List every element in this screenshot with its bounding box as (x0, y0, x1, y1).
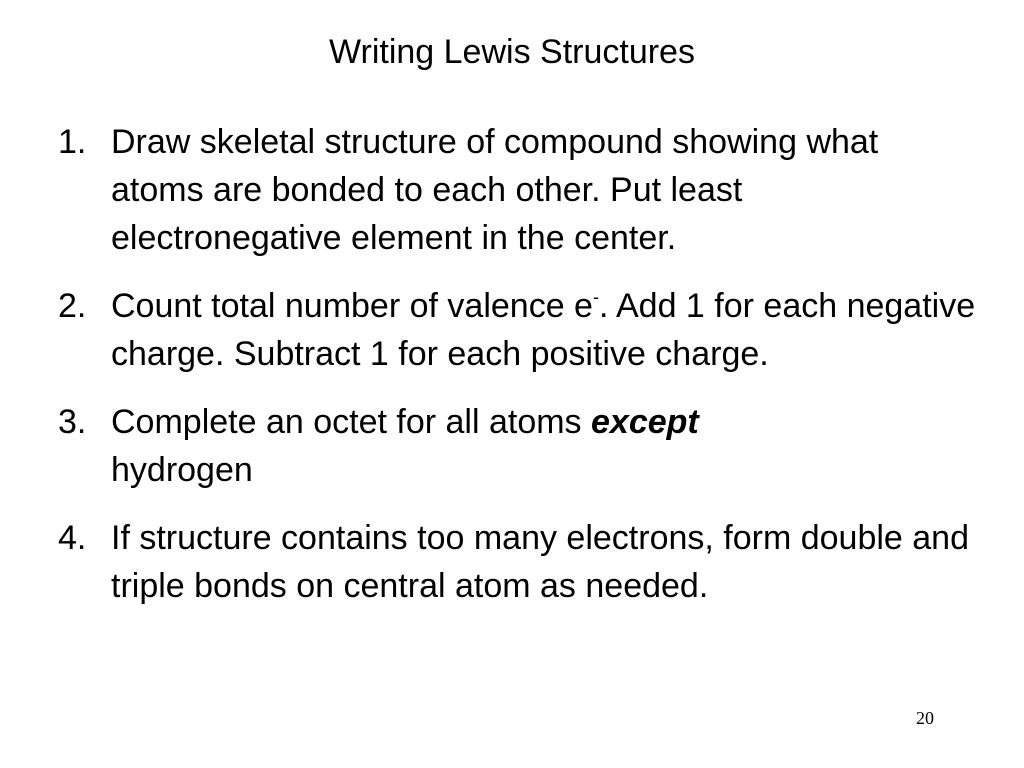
step-text (111, 282, 978, 378)
step-number: 1. (58, 123, 87, 161)
step-number: 2. (58, 287, 87, 325)
step-text-end: hydrogen (111, 451, 253, 489)
step-item (58, 282, 978, 378)
step-text: If structure contains too many electrons, form double and triple bonds on central atom as needed. (111, 519, 970, 605)
steps-list (58, 118, 978, 630)
step-number: 3. (58, 403, 87, 441)
step-text-end: . Add 1 for each negative charge. Subtract 1 for each positive charge. (111, 287, 976, 373)
slide-title: Writing Lewis Structures (329, 33, 695, 71)
step-item (58, 514, 978, 610)
step-number: 4. (58, 519, 87, 557)
emphasis-except: except (591, 403, 699, 441)
step-text-start: Count total number of valence e (111, 287, 593, 325)
step-text-start: Complete an octet for all atoms (111, 403, 592, 441)
step-text (111, 398, 978, 494)
step-item (58, 398, 978, 494)
electron-charge-superscript: - (592, 287, 599, 307)
step-text: Draw skeletal structure of compound showing what atoms are bonded to each other. Put least electronegative element in the center. (111, 123, 879, 257)
page-number: 20 (916, 708, 934, 728)
step-item (58, 118, 978, 262)
